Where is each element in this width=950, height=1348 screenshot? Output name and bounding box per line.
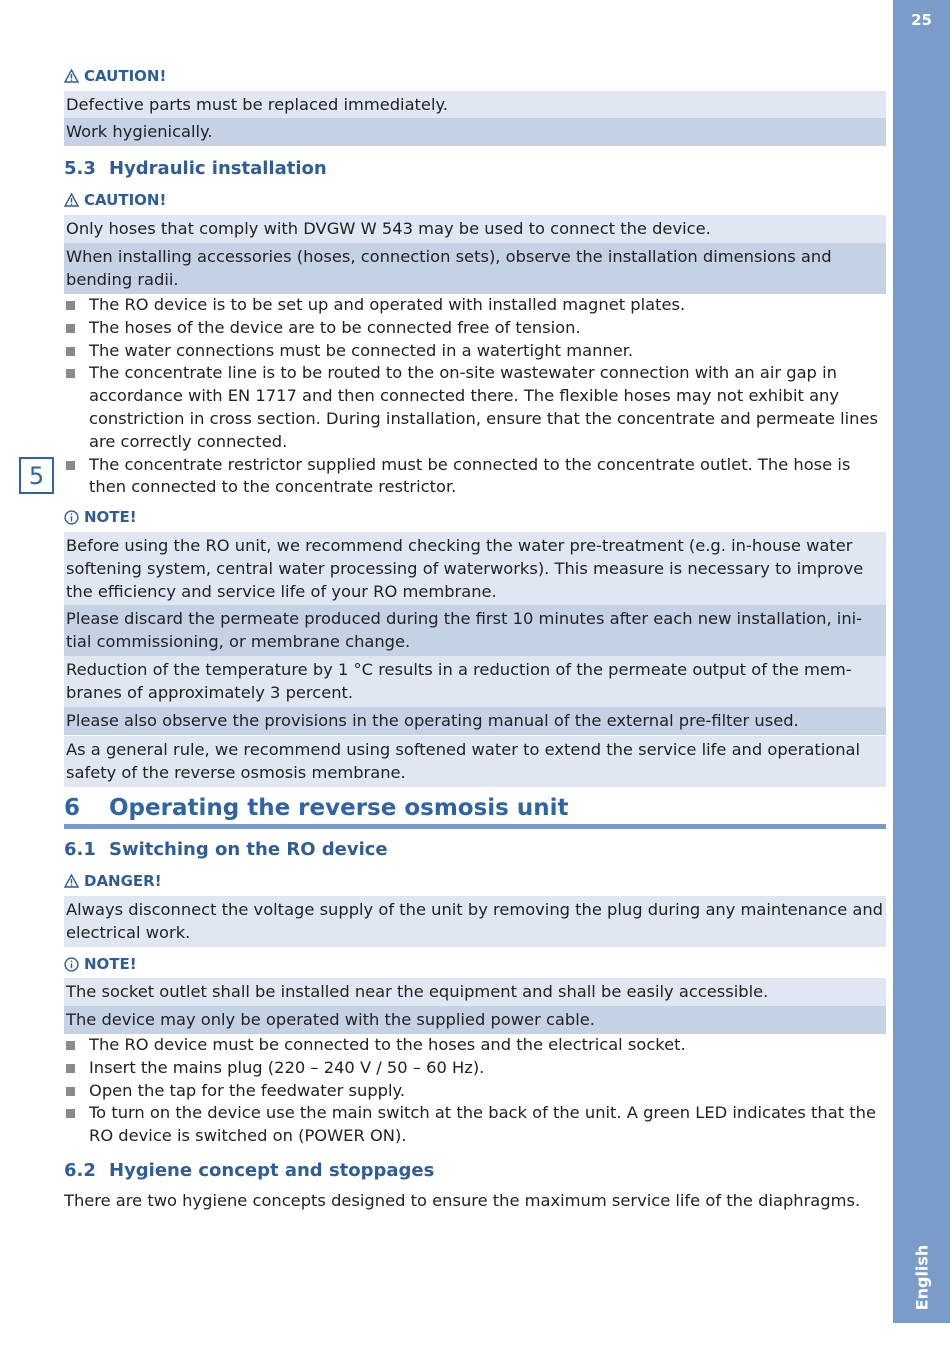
danger-row: Always disconnect the voltage supply of the unit by removing the plug during any maintenance and electrical work. [64,896,886,947]
caution-label-text: CAUTION! [84,67,167,85]
language-label: English [912,1244,931,1311]
bullet-square-icon [66,461,75,470]
section-title: Hygiene concept and stoppages [109,1160,435,1181]
note-row: Reduction of the temperature by 1 °C results in a reduction of the permeate output of the mem-branes of approximately 3 percent. [64,656,886,707]
warning-icon [64,193,79,207]
note-row: Please also observe the provisions in the operating manual of the external pre-filter used. [64,707,886,735]
bullet-square-icon [66,301,75,310]
page-number: 25 [911,11,932,29]
list-item: The concentrate restrictor supplied must be connected to the concentrate outlet. The hose is then connected to the concentrate restrictor. [64,454,886,500]
caution-label [64,65,166,87]
caution-row: When installing accessories (hoses, connection sets), observe the installation dimensions and bending radii. [64,243,886,294]
warning-icon [64,69,79,83]
list-item: The concentrate line is to be routed to the on-site wastewater connection with an air gap in accordance with EN 1717 and then connected there. The flexible hoses may not exhibit any constriction in cross section. During installation, ensure that the concentrate and permeate lines are correctly connected. [64,362,886,453]
danger-label-text: DANGER! [84,872,162,890]
bullet-square-icon [66,1109,75,1118]
side-tab [893,0,950,1323]
caution-row: Work hygienically. [64,118,886,146]
danger-label [64,870,162,892]
note-row: The device may only be operated with the supplied power cable. [64,1006,886,1034]
note-label-text: NOTE! [84,955,137,973]
section-title: Hydraulic installation [109,158,327,179]
bullet-list [64,294,886,499]
bullet-square-icon [66,347,75,356]
list-item: Open the tap for the feedwater supply. [64,1080,886,1103]
list-item: The hoses of the device are to be connected free of tension. [64,317,886,340]
bullet-square-icon [66,1087,75,1096]
chapter-title: Operating the reverse osmosis unit [109,795,569,821]
caution-label [64,189,166,211]
bullet-square-icon [66,1041,75,1050]
caution-label-text: CAUTION! [84,191,167,209]
note-row: The socket outlet shall be installed near the equipment and shall be easily accessible. [64,978,886,1006]
chapter-heading [64,792,886,829]
note-row: Please discard the permeate produced during the first 10 minutes after each new installation, ini-tial commissioning, or membrane change. [64,605,886,656]
list-item: The RO device is to be set up and operated with installed magnet plates. [64,294,886,317]
note-label-text: NOTE! [84,508,137,526]
bullet-square-icon [66,369,75,378]
info-icon [64,510,79,525]
bullet-list [64,1034,886,1148]
list-item: The water connections must be connected in a watertight manner. [64,340,886,363]
info-icon [64,957,79,972]
list-item: To turn on the device use the main switch at the back of the unit. A green LED indicates that the RO device is switched on (POWER ON). [64,1102,886,1148]
chapter-number: 6 [64,795,81,821]
section-number: 6.1 [64,839,96,860]
caution-row: Defective parts must be replaced immediately. [64,91,886,119]
list-item: Insert the mains plug (220 – 240 V / 50 – 60 Hz). [64,1057,886,1080]
section-heading [64,1158,434,1184]
bullet-square-icon [66,1064,75,1073]
warning-icon [64,874,79,888]
bullet-square-icon [66,324,75,333]
list-item: The RO device must be connected to the hoses and the electrical socket. [64,1034,886,1057]
language-tab [893,1240,950,1315]
section-heading [64,837,388,863]
note-row: As a general rule, we recommend using softened water to extend the service life and operational safety of the reverse osmosis membrane. [64,736,886,787]
chapter-marker: 5 [19,457,54,494]
section-number: 5.3 [64,158,96,179]
section-title: Switching on the RO device [109,839,388,860]
section-heading [64,156,327,182]
section-number: 6.2 [64,1160,96,1181]
note-label [64,953,137,975]
caution-row: Only hoses that comply with DVGW W 543 may be used to connect the device. [64,215,886,243]
note-row: Before using the RO unit, we recommend checking the water pre-treatment (e.g. in-house water softening system, central water processing of waterworks). This measure is necessary to improve the efficiency and service life of your RO membrane. [64,532,886,606]
note-label [64,506,137,528]
paragraph: There are two hygiene concepts designed to ensure the maximum service life of the diaphragms. [64,1191,861,1210]
